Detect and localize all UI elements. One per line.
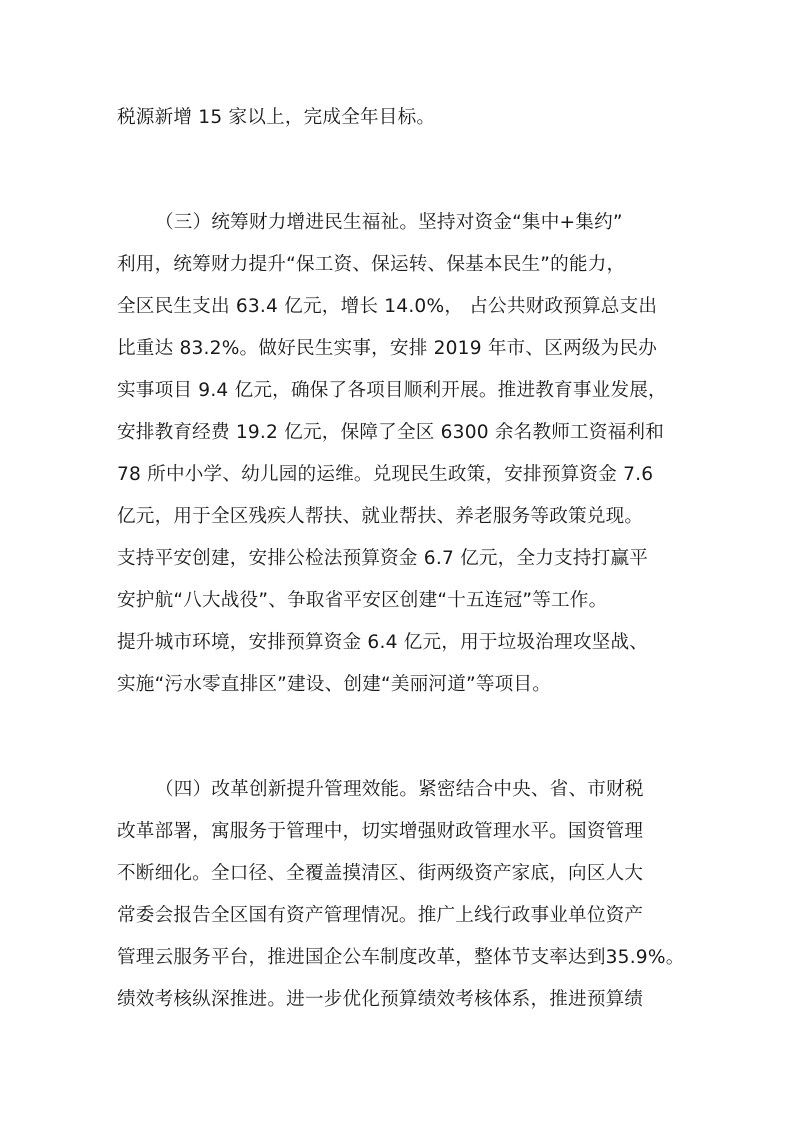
text-line-5: 比重达 83.2%。做好民生实事，安排 2019 年市、区两级为民办 [117,338,657,359]
text-line-3: 利用，统筹财力提升“保工资、保运转、保基本民生”的能力， [117,254,626,275]
text-line-17: 常委会报告全区国有资产管理情况。推广上线行政事业单位资产 [117,905,644,926]
text-line-10: 支持平安创建，安排公检法预算资金 6.7 亿元，全力支持打赢平 [117,548,649,569]
text-line-11: 安护航“八大战役”、争取省平安区创建“十五连冠”等工作。 [117,590,608,611]
text-line-18: 管理云服务平台，推进国企公车制度改革，整体节支率达到35.9%。 [117,947,685,968]
text-line-6: 实事项目 9.4 亿元，确保了各项目顺利开展。推进教育事业发展， [117,380,667,401]
section-4-heading-line: （四）改革创新提升管理效能。紧密结合中央、省、市财税 [155,779,644,800]
text-line-13: 实施“污水零直排区”建设、创建“美丽河道”等项目。 [117,674,552,695]
text-line-4: 全区民生支出 63.4 亿元，增长 14.0%， 占公共财政预算总支出 [117,296,658,317]
text-line-9: 亿元，用于全区残疾人帮扶、就业帮扶、养老服务等政策兑现。 [117,506,644,527]
text-line-1: 税源新增 15 家以上，完成全年目标。 [117,107,436,128]
text-line-8: 78 所中小学、幼儿园的运维。兑现民生政策，安排预算资金 7.6 [117,464,654,485]
section-3-heading-line: （三）统筹财力增进民生福祉。坚持对资金“集中+集约” [155,212,623,233]
text-line-7: 安排教育经费 19.2 亿元，保障了全区 6300 余名教师工资福利和 [117,422,665,443]
text-line-12: 提升城市环境，安排预算资金 6.4 亿元，用于垃圾治理攻坚战、 [117,632,649,653]
text-line-15: 改革部署，寓服务于管理中，切实增强财政管理水平。国资管理 [117,821,644,842]
text-line-16: 不断细化。全口径、全覆盖摸清区、街两级资产家底，向区人大 [117,863,644,884]
text-line-19: 绩效考核纵深推进。进一步优化预算绩效考核体系，推进预算绩 [117,989,644,1010]
